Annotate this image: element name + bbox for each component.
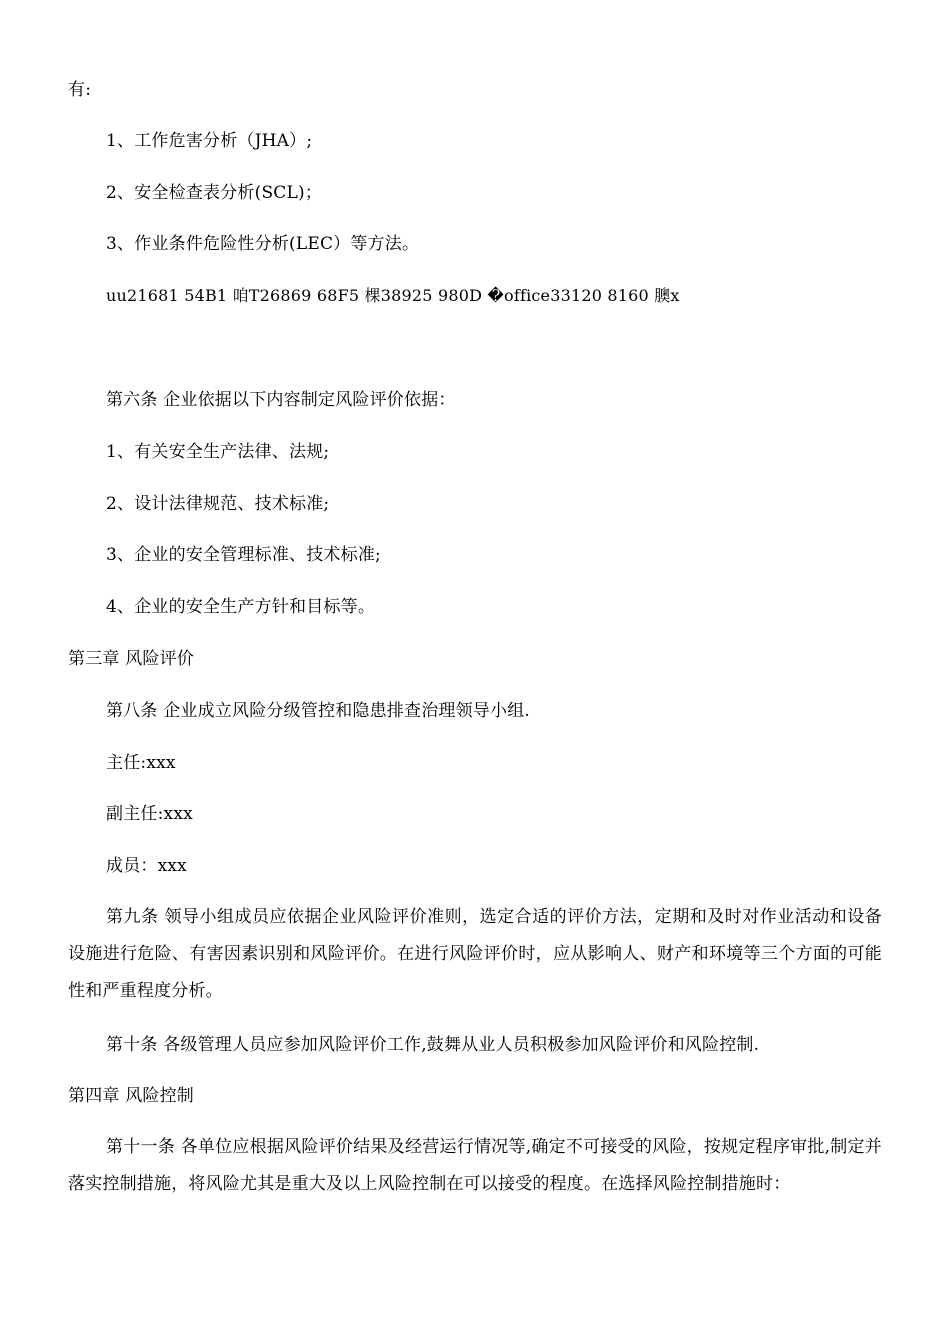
intro-text: 有: [68,80,92,100]
article-10: 第十条 各级管理人员应参加风险评价工作,鼓舞从业人员积极参加风险评价和风险控制. [106,1035,760,1055]
chapter-3-heading: 第三章 风险评价 [68,649,195,669]
article-11: 第十一条 各单位应根据风险评价结果及经营运行情况等,确定不可接受的风险，按规定程序审批,制定并落实控制措施，将风险尤其是重大及以上风险控制在可以接受的程度。在选择风险控制措施时： [68,1137,882,1194]
garbled-text: uu21681 54B1 咱T26869 68F5 棵38925 980D �office33120 8160 䐿x [106,286,680,305]
article-8: 第八条 企业成立风险分级管控和隐患排查治理领导小组. [106,701,531,721]
basis-item-1: 1、有关安全生产法律、法规; [106,442,330,462]
method-item-1: 1、工作危害分析（JHA）; [106,131,313,151]
basis-item-3: 3、企业的安全管理标准、技术标准; [106,545,381,565]
article-9: 第九条 领导小组成员应依据企业风险评价准则，选定合适的评价方法，定期和及时对作业活动和设备设施进行危险、有害因素识别和风险评价。在进行风险评价时，应从影响人、财产和环境等三个方面的可能性和严重程度分析。 [68,907,882,1001]
deputy-director-line: 副主任:xxx [106,804,193,824]
basis-item-4: 4、企业的安全生产方针和目标等。 [106,597,376,617]
article-6: 第六条 企业依据以下内容制定风险评价依据： [106,390,456,410]
members-line: 成员：xxx [106,856,187,876]
chapter-4-heading: 第四章 风险控制 [68,1086,195,1106]
basis-item-2: 2、设计法律规范、技术标准; [106,494,330,514]
method-item-3: 3、作业条件危险性分析(LEC）等方法。 [106,234,420,254]
method-item-2: 2、安全检查表分析(SCL)； [106,183,323,203]
director-line: 主任:xxx [106,753,176,773]
